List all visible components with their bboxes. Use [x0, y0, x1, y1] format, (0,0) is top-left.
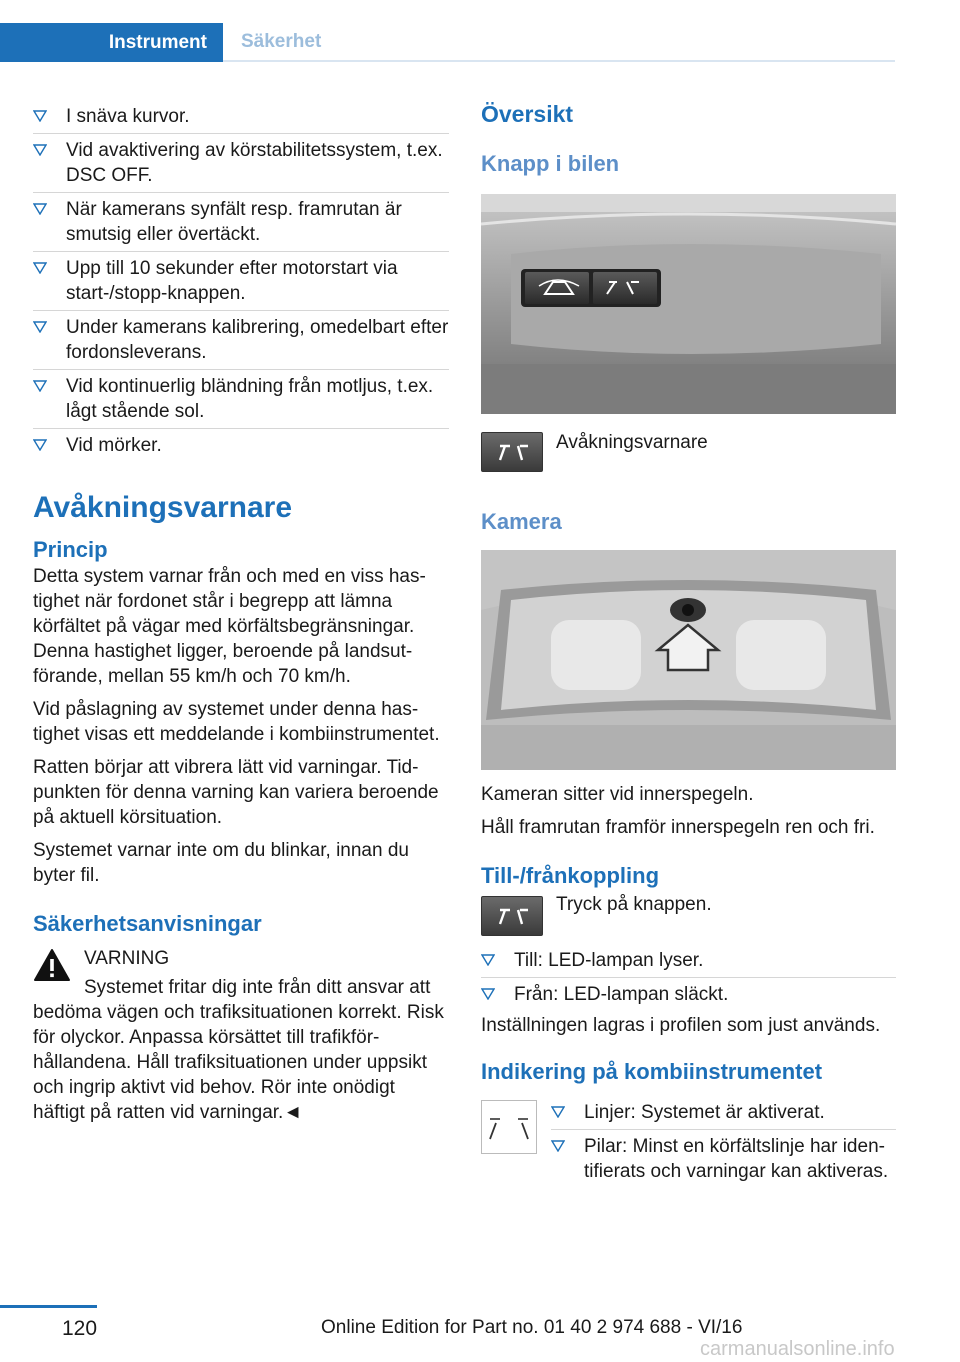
list-item: Vid kontinuerlig bländning från motljus, t.ex. lågt stående sol.: [33, 370, 449, 429]
watermark: carmanualsonline.info: [700, 1338, 895, 1360]
car-buttons-image: [481, 194, 896, 414]
list-item: När kamerans synfält resp. framrutan är smutsig eller övertäckt.: [33, 193, 449, 252]
warning-label: VARNING: [84, 948, 170, 969]
toggle-text: Tryck på knappen.: [556, 894, 712, 915]
list-item: Från: LED-lampan släckt.: [481, 978, 896, 1011]
section-title: Avåkningsvarnare: [33, 491, 293, 524]
toggle-row: [481, 896, 896, 936]
button-caption: Avåkningsvarnare: [556, 432, 708, 453]
warning-text: bedöma vägen och trafiksituationen korrekt. Risk för olyckor. Anpassa körsättet till trafikförhållandena. Håll trafiksituationen under uppsikt och ingrip aktivt vid behov. Rör inte onödigt häftigt på ratten vid varningar.◄: [33, 1002, 444, 1123]
toggle-note: Inställningen lagras i profilen som just används.: [481, 1015, 881, 1036]
triangle-bullet-icon: [33, 110, 47, 122]
list-item: Linjer: Systemet är aktiverat.: [551, 1096, 896, 1130]
page-number: 120: [62, 1317, 98, 1340]
principle-paragraph: Systemet varnar inte om du blinkar, innan du byter fil.: [33, 840, 409, 886]
warning-block: [33, 946, 449, 1125]
warning-text-first: Systemet fritar dig inte från ditt ansvar att: [84, 977, 431, 998]
triangle-bullet-icon: [33, 439, 47, 451]
principle-paragraph: Detta system varnar från och med en viss hastighet när fordonet står i begrepp att lämna körfältet på vägar med körfältsbegränsningar. Denna hastighet ligger, beroende på landsutförande, mellan 55 km/h och 70 km/h.: [33, 566, 426, 687]
camera-text: Håll framrutan framför innerspegeln ren och fri.: [481, 817, 875, 838]
overview-title: Översikt: [481, 101, 574, 127]
toggle-list: [481, 944, 896, 1011]
tab-instrument[interactable]: Instrument: [0, 23, 223, 62]
list-item: Under kamerans kalibrering, omedelbart efter fordonsleverans.: [33, 311, 449, 370]
camera-title: Kamera: [481, 509, 562, 534]
button-title: Knapp i bilen: [481, 151, 620, 176]
triangle-bullet-icon: [551, 1106, 565, 1118]
warning-triangle-icon: [33, 948, 71, 982]
indicator-title: Indikering på kombiinstrumentet: [481, 1059, 823, 1084]
button-photo: [481, 194, 896, 414]
safety-title: Säkerhetsanvisningar: [33, 911, 262, 936]
list-item: Vid mörker.: [33, 429, 449, 462]
triangle-bullet-icon: [33, 321, 47, 333]
list-item: Upp till 10 sekunder efter motorstart via start-/stopp-knappen.: [33, 252, 449, 311]
principle-title: Princip: [33, 537, 108, 562]
triangle-bullet-icon: [33, 144, 47, 156]
limit-list: [33, 100, 449, 462]
right-column: [481, 100, 896, 1188]
triangle-bullet-icon: [551, 1140, 565, 1152]
windscreen-camera-image: [481, 550, 896, 770]
triangle-bullet-icon: [481, 988, 495, 1000]
triangle-bullet-icon: [33, 203, 47, 215]
button-legend: [481, 432, 896, 472]
indicator-block: [481, 1096, 896, 1188]
triangle-bullet-icon: [33, 262, 47, 274]
camera-photo: [481, 550, 896, 770]
list-item: I snäva kurvor.: [33, 100, 449, 134]
camera-text: Kameran sitter vid innerspegeln.: [481, 784, 754, 805]
lane-departure-button-icon: [481, 896, 543, 936]
left-column: [33, 100, 449, 1125]
list-item: Till: LED-lampan lyser.: [481, 944, 896, 978]
lane-departure-button-icon: [481, 432, 543, 472]
lane-lines-indicator-icon: [481, 1100, 537, 1154]
toggle-title: Till-/frånkoppling: [481, 863, 660, 888]
list-item: Vid avaktivering av körstabilitetssystem, t.ex. DSC OFF.: [33, 134, 449, 193]
principle-paragraph: Ratten börjar att vibrera lätt vid varningar. Tidpunkten för denna varning kan variera beroende på aktuell körsituation.: [33, 757, 439, 828]
list-item: Pilar: Minst en körfältslinje har identifierats och varningar kan aktiveras.: [551, 1130, 896, 1188]
principle-paragraph: Vid påslagning av systemet under denna hastighet visas ett meddelande i kombiinstrumentet.: [33, 699, 440, 745]
triangle-bullet-icon: [33, 380, 47, 392]
edition-line: Online Edition for Part no. 01 40 2 974 688 - VI/16: [321, 1317, 743, 1338]
tab-sakerhet[interactable]: Säkerhet: [223, 23, 895, 62]
footer-rule: [0, 1305, 97, 1308]
triangle-bullet-icon: [481, 954, 495, 966]
indicator-list: [551, 1096, 896, 1188]
